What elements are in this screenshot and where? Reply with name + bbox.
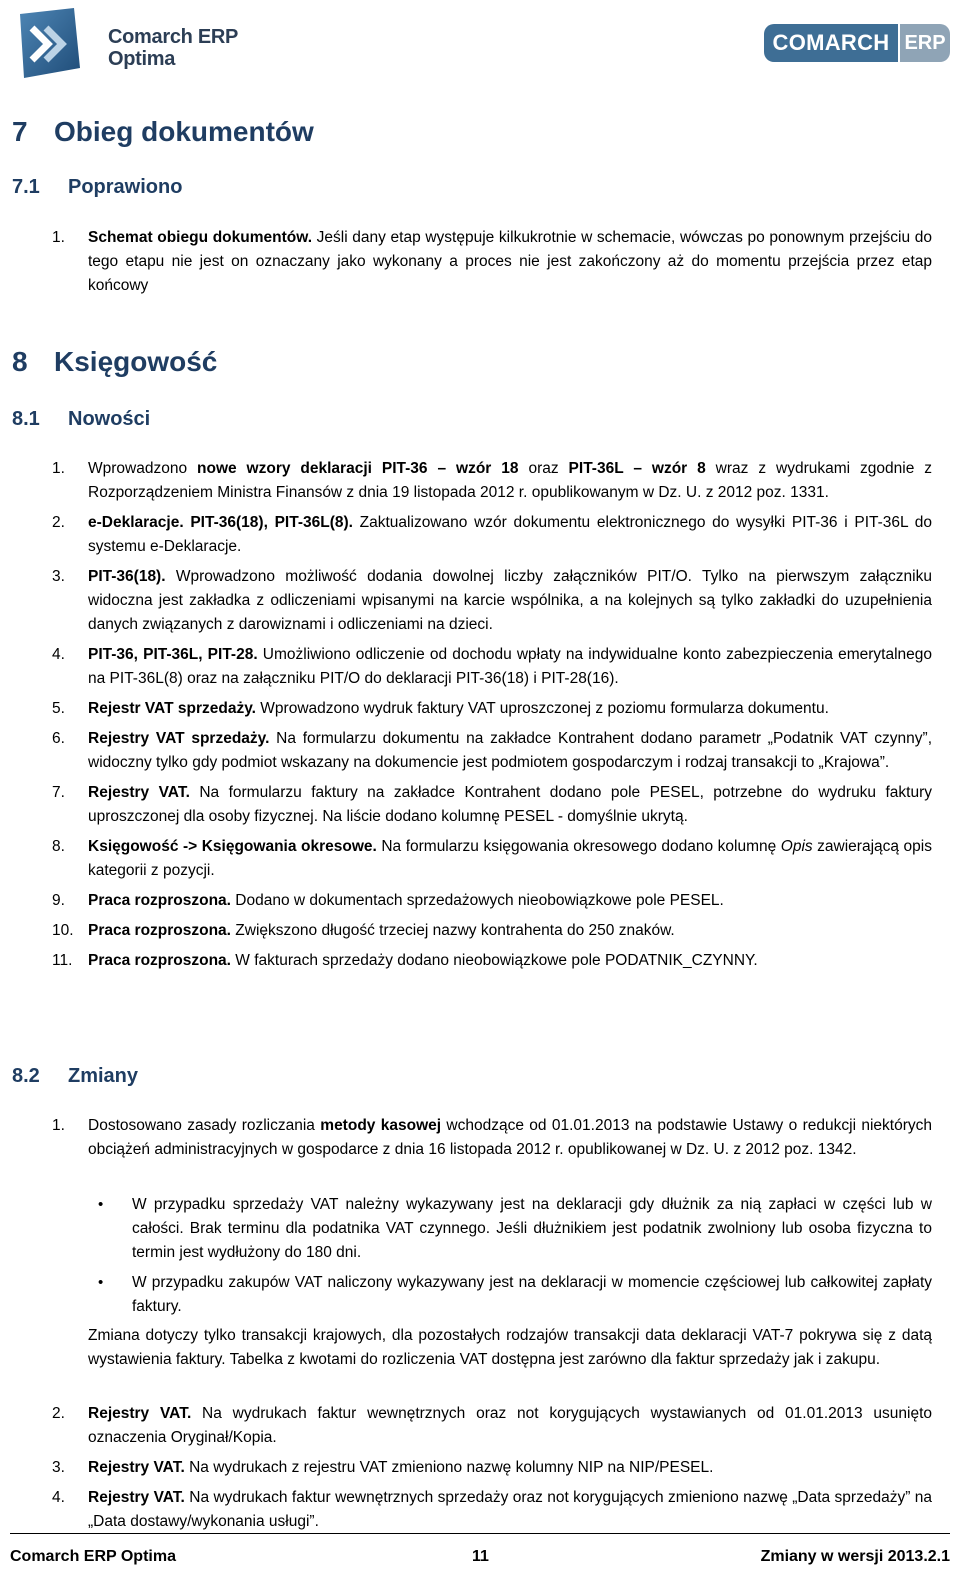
heading-section-8 bbox=[12, 346, 217, 378]
list-item: 9. Praca rozproszona. Dodano w dokumentach sprzedażowych nieobowiązkowe pole PESEL. bbox=[52, 892, 724, 909]
bullet-list bbox=[108, 1193, 932, 1319]
list-item: 10. Praca rozproszona. Zwiększono długość trzeciej nazwy kontrahenta do 250 znaków. bbox=[52, 922, 675, 939]
list-item: 2. Rejestry VAT. Na wydrukach faktur wewnętrznych oraz not korygujących wystawianych od 01.01.2013 usunięto oznaczenia Oryginał/Kopia. bbox=[52, 1405, 933, 1446]
footer-product: Comarch ERP Optima bbox=[10, 1548, 176, 1565]
list-8-1 bbox=[52, 457, 932, 973]
section-number: 8.2 bbox=[12, 1065, 40, 1087]
list-item: 3. Rejestry VAT. Na wydrukach z rejestru VAT zmieniono nazwę kolumny NIP na NIP/PESEL. bbox=[52, 1459, 714, 1476]
section-number: 7.1 bbox=[12, 176, 40, 198]
heading-section-7-1 bbox=[12, 176, 182, 199]
heading-section-7 bbox=[12, 116, 314, 148]
heading-section-8-2 bbox=[12, 1065, 138, 1088]
comarch-erp-logo bbox=[764, 24, 950, 62]
bullet-item: • W przypadku zakupów VAT naliczony wykazywany jest na deklaracji w momencie częściowej lub całkowitej zapłaty faktury. bbox=[108, 1271, 932, 1319]
list-item: 2. e-Deklaracje. PIT-36(18), PIT-36L(8). Zaktualizowano wzór dokumentu elektronicznego do wysyłki PIT-36 i PIT-36L do systemu e-Deklaracje. bbox=[52, 514, 933, 555]
list-item: 11. Praca rozproszona. W fakturach sprzedaży dodano nieobowiązkowe pole PODATNIK_CZYNNY. bbox=[52, 952, 758, 969]
section-number: 8 bbox=[12, 346, 28, 377]
heading-section-8-1 bbox=[12, 408, 150, 431]
comarch-erp-optima-logo bbox=[14, 8, 254, 80]
list-item: 6. Rejestry VAT sprzedaży. Na formularzu dokumentu na zakładce Kontrahent dodano parametr „Podatnik VAT czynny”, widoczny tylko gdy podmiot wskazany na dokumencie jest podmiotem gospodarczym i rodzaj transakcji to „Krajowa”. bbox=[52, 730, 933, 771]
paragraph: Zmiana dotyczy tylko transakcji krajowych, dla pozostałych rodzajów transakcji data deklaracji VAT-7 pokrywa się z datą wystawienia faktury. Tabelka z kwotami do rozliczenia VAT dostępna jest zarówno dla faktur sprzedaży jak i zakupu. bbox=[88, 1327, 932, 1368]
list-item: 1. Wprowadzono nowe wzory deklaracji PIT-36 – wzór 18 oraz PIT-36L – wzór 8 wraz z wydrukami zgodnie z Rozporządzeniem Ministra Finansów z dnia 19 listopada 2012 r. opublikowanym w Dz. U. z 2012 poz. 1331. bbox=[52, 460, 933, 501]
section-title: Zmiany bbox=[68, 1065, 139, 1087]
brand-line-2: Optima bbox=[108, 48, 176, 70]
list-7-1 bbox=[52, 226, 932, 298]
page-footer bbox=[10, 1533, 950, 1565]
comarch-logo-text: COMARCH bbox=[764, 24, 898, 62]
list-item: 1. Dostosowano zasady rozliczania metody kasowej wchodzące od 01.01.2013 na podstawie Ustawy o redukcji niektórych obciążeń administracyjnych w gospodarce z dnia 16 listopada 2012 r. opublikowanej w Dz. U. z 2012 poz. 1342. bbox=[52, 1117, 932, 1158]
section-title: Poprawiono bbox=[68, 176, 183, 198]
list-item: 7. Rejestry VAT. Na formularzu faktury na zakładce Kontrahent dodano pole PESEL, potrzebne do wydruku faktury uproszczonej dla osoby fizycznej. Na liście dodano kolumnę PESEL - domyślnie ukrytą. bbox=[52, 784, 933, 825]
list-item: 1. Schemat obiegu dokumentów. Jeśli dany etap występuje kilkukrotnie w schemacie, wówczas po ponownym przejściu do tego etapu nie jest on oznaczany jako wykonany a proces nie jest zakończony aż do momentu przejścia przez etap końcowy bbox=[52, 229, 933, 294]
page-header bbox=[0, 0, 960, 90]
footer-page-number: 11 bbox=[472, 1548, 489, 1565]
footer-version: Zmiany w wersji 2013.2.1 bbox=[760, 1548, 950, 1565]
brand-line-1: Comarch ERP bbox=[108, 26, 239, 48]
list-8-2-rest bbox=[52, 1402, 932, 1534]
list-8-2-first bbox=[52, 1114, 932, 1162]
list-item: 8. Księgowość -> Księgowania okresowe. Na formularzu księgowania okresowego dodano kolumnę Opis zawierającą opis kategorii z pozycji. bbox=[52, 838, 932, 879]
section-title: Obieg dokumentów bbox=[54, 116, 314, 147]
list-item: 4. Rejestry VAT. Na wydrukach faktur wewnętrznych sprzedaży oraz not korygujących zmieniono nazwę „Data sprzedaży” na „Data dostawy/wykonania usługi”. bbox=[52, 1489, 932, 1530]
bullet-item: • W przypadku sprzedaży VAT należny wykazywany jest na deklaracji gdy dłużnik za nią zapłaci w części lub w całości. Brak terminu dla podatnika VAT czynnego. Jeśli dłużnikiem jest podatnik zwolniony lub osoba fizyczna to termin jest wydłużony do 180 dni. bbox=[108, 1193, 932, 1265]
section-number: 7 bbox=[12, 116, 28, 147]
section-title: Nowości bbox=[68, 408, 151, 430]
optima-logo-icon bbox=[14, 8, 86, 80]
erp-logo-text: ERP bbox=[900, 24, 950, 62]
section-number: 8.1 bbox=[12, 408, 40, 430]
list-item: 4. PIT-36, PIT-36L, PIT-28. Umożliwiono odliczenie od dochodu wpłaty na indywidualne konto zabezpieczenia emerytalnego na PIT-36L(8) oraz na załączniku PIT/O do deklaracji PIT-36(18) i PIT-28(16). bbox=[52, 646, 933, 687]
list-item: 3. PIT-36(18). Wprowadzono możliwość dodania dowolnej liczby załączników PIT/O. Tylko na pierwszym załączniku widoczna jest zakładka z odliczeniami wpisanymi na karcie wspólnika, a na kolejnych są tylko zakładki do uzupełnienia danych związanych z darowiznami i odliczeniami na dzieci. bbox=[52, 568, 932, 633]
list-item: 5. Rejestr VAT sprzedaży. Wprowadzono wydruk faktury VAT uproszczonej z poziomu formularza dokumentu. bbox=[52, 700, 829, 717]
section-title: Księgowość bbox=[54, 346, 218, 377]
